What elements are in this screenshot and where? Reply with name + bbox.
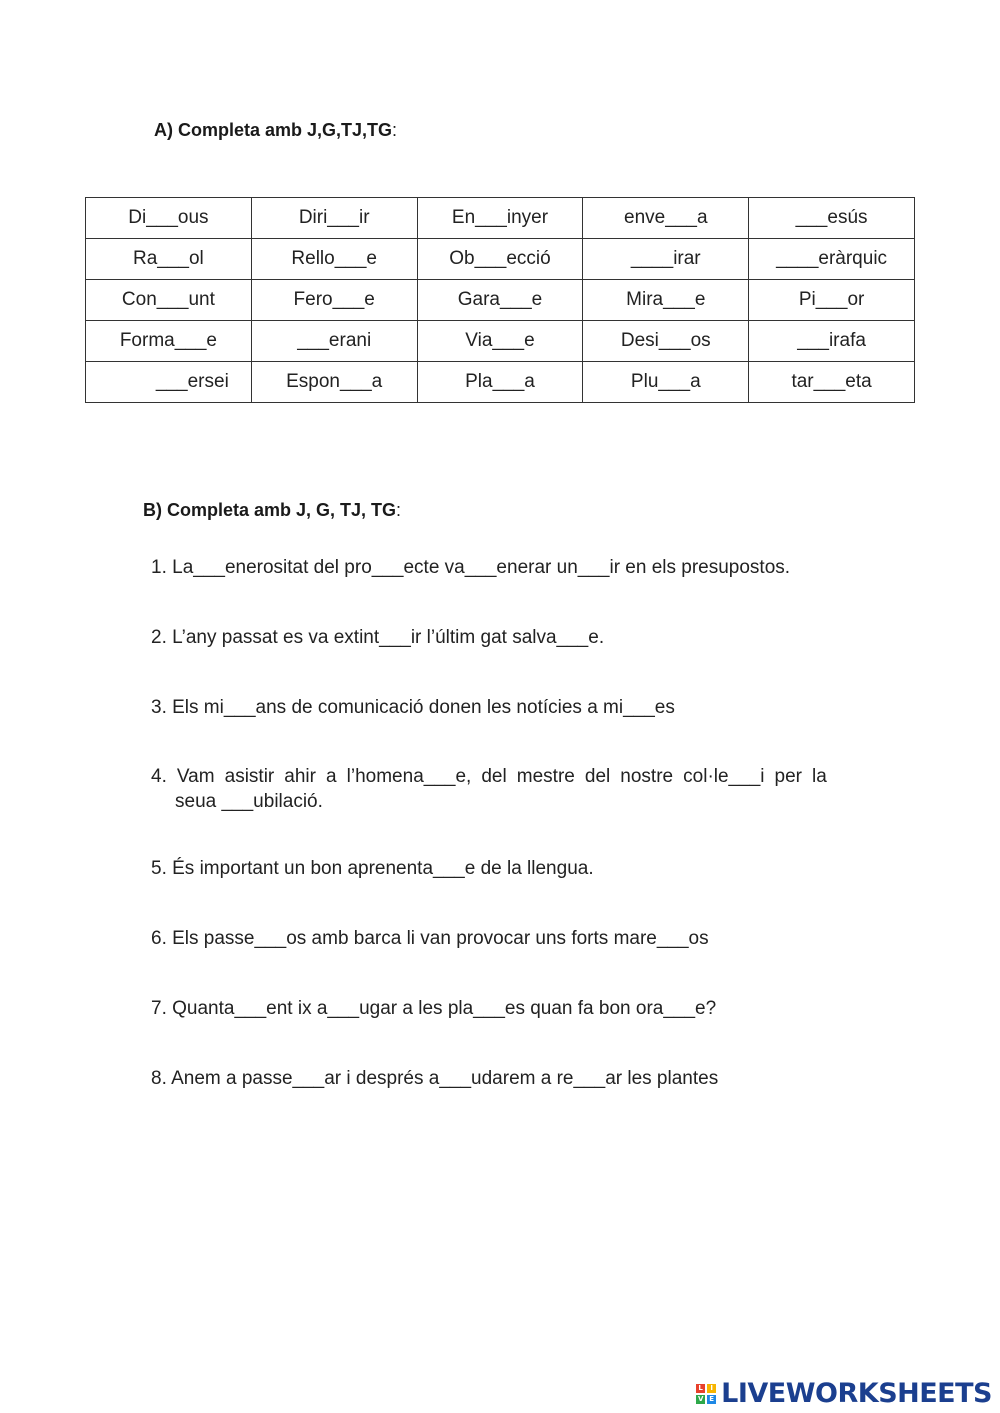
table-cell[interactable]: Fero___e <box>251 280 417 321</box>
table-cell[interactable]: Pla___a <box>417 362 583 403</box>
table-cell[interactable]: ____eràrquic <box>749 239 915 280</box>
sentence-1[interactable]: 1. La___enerositat del pro___ecte va___enerar un___ir en els presupostos. <box>151 557 791 578</box>
sentence-2[interactable]: 2. L’any passat es va extint___ir l’últim gat salva___e. <box>151 627 605 648</box>
table-row <box>86 321 915 362</box>
logo-block: E <box>707 1395 716 1404</box>
table-cell[interactable]: enve___a <box>583 198 749 239</box>
word: la <box>812 766 827 787</box>
word: a <box>326 766 337 787</box>
table-cell[interactable]: ___erani <box>251 321 417 362</box>
table-cell[interactable]: Diri___ir <box>251 198 417 239</box>
section-b-colon: : <box>396 500 402 520</box>
word: per <box>774 766 802 787</box>
sentence-6[interactable]: 6. Els passe___os amb barca li van provocar uns forts mare___os <box>151 928 709 949</box>
table-cell[interactable]: Mira___e <box>583 280 749 321</box>
sentence-4-line-2: seua ___ubilació. <box>175 791 323 812</box>
table-cell[interactable]: Espon___a <box>251 362 417 403</box>
logo-text: LIVEWORKSHEETS <box>721 1378 992 1409</box>
table-row <box>86 198 915 239</box>
word: del <box>481 766 507 787</box>
logo-blocks-icon <box>696 1384 716 1404</box>
table-cell[interactable]: Ra___ol <box>86 239 252 280</box>
table-cell[interactable]: En___inyer <box>417 198 583 239</box>
table-row <box>86 362 915 403</box>
table-cell[interactable]: ___ersei <box>86 362 252 403</box>
table-cell[interactable]: Forma___e <box>86 321 252 362</box>
section-b-heading <box>143 500 401 521</box>
word: 4. <box>151 766 167 787</box>
word: Vam <box>176 766 215 787</box>
table-row <box>86 239 915 280</box>
table-cell[interactable]: Pi___or <box>749 280 915 321</box>
sentence-7[interactable]: 7. Quanta___ent ix a___ugar a les pla___es quan fa bon ora___e? <box>151 998 717 1019</box>
table-cell[interactable]: tar___eta <box>749 362 915 403</box>
word: mestre <box>516 766 575 787</box>
table-cell[interactable]: Via___e <box>417 321 583 362</box>
sentence-3[interactable]: 3. Els mi___ans de comunicació donen les notícies a mi___es <box>151 697 675 718</box>
section-b-title: B) Completa amb J, G, TJ, TG <box>143 500 397 520</box>
table-cell[interactable]: ___irafa <box>749 321 915 362</box>
word: nostre <box>620 766 674 787</box>
table-cell[interactable]: Gara___e <box>417 280 583 321</box>
logo-block: V <box>697 1394 704 1403</box>
section-a-colon: : <box>392 120 398 140</box>
table-cell[interactable]: Ob___ecció <box>417 239 583 280</box>
logo-block: L <box>696 1384 705 1393</box>
table-cell[interactable]: ____irar <box>583 239 749 280</box>
table-cell[interactable]: Plu___a <box>583 362 749 403</box>
table-cell[interactable]: Desi___os <box>583 321 749 362</box>
table-cell[interactable]: Rello___e <box>251 239 417 280</box>
liveworksheets-logo[interactable] <box>696 1378 992 1409</box>
word: ahir <box>284 766 316 787</box>
exercise-a-table <box>85 197 915 403</box>
section-a-title: A) Completa amb J,G,TJ,TG <box>154 120 393 140</box>
sentence-8[interactable]: 8. Anem a passe___ar i després a___udarem a re___ar les plantes <box>151 1068 719 1089</box>
sentence-5[interactable]: 5. És important un bon aprenenta___e de la llengua. <box>151 858 594 879</box>
word: col·le___i <box>683 766 765 787</box>
section-a-heading <box>154 120 397 141</box>
word: asistir <box>224 766 275 787</box>
word: l’homena___e, <box>346 766 472 787</box>
table-cell[interactable]: Con___unt <box>86 280 252 321</box>
table-cell[interactable]: Di___ous <box>86 198 252 239</box>
logo-block: I <box>707 1384 716 1393</box>
sentence-4-line-1 <box>151 764 827 789</box>
word: del <box>584 766 611 787</box>
table-row <box>86 280 915 321</box>
table-cell[interactable]: ___esús <box>749 198 915 239</box>
sentence-4[interactable] <box>151 764 827 814</box>
